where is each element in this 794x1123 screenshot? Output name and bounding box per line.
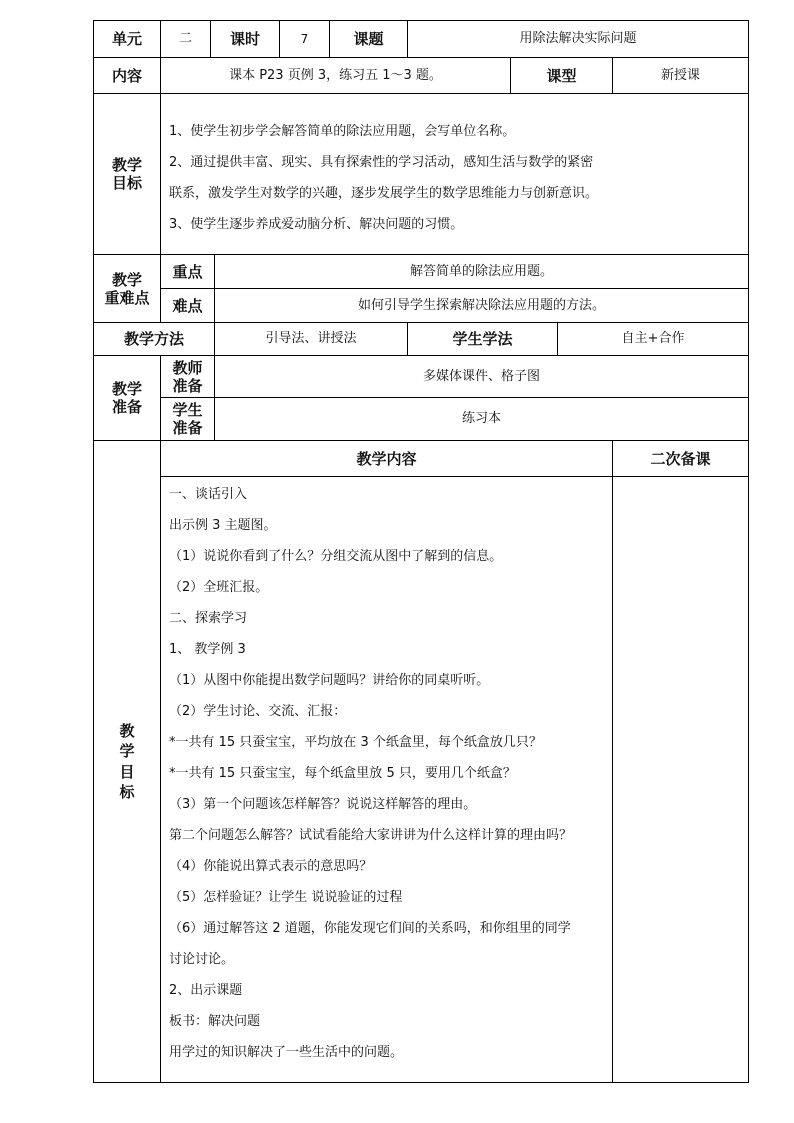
content-line: （5）怎样验证？让学生 说说验证的过程 — [169, 890, 403, 905]
goal-line: 1、使学生初步学会解答简单的除法应用题，会写单位名称。 — [169, 124, 516, 139]
topic-label: 课题 — [330, 20, 408, 58]
secondary-prep-header: 二次备课 — [613, 441, 749, 477]
content-line: *一共有 15 只蚕宝宝，每个纸盒里放 5 只，要用几个纸盒？ — [169, 766, 516, 781]
prep-label-line1: 教学 — [111, 380, 142, 398]
key-point-value: 解答简单的除法应用题。 — [215, 255, 749, 289]
process-side-char: 标 — [119, 782, 135, 801]
keypoints-label — [93, 255, 161, 323]
process-side-char: 教 — [119, 722, 135, 740]
goals-label-line1: 教学 — [111, 156, 142, 174]
teaching-content-header: 教学内容 — [161, 441, 613, 477]
teaching-method-value: 引导法、讲授法 — [215, 323, 408, 356]
keypoints-label-line2: 重难点 — [104, 288, 150, 307]
unit-label: 单元 — [93, 20, 161, 58]
content-line: *一共有 15 只蚕宝宝，平均放在 3 个纸盒里，每个纸盒放几只？ — [169, 735, 542, 750]
content-value: 课本 P23 页例 3，练习五 1～3 题。 — [161, 58, 511, 94]
content-line: （2）全班汇报。 — [169, 580, 269, 595]
topic-value: 用除法解决实际问题 — [408, 20, 749, 58]
process-side-label — [93, 441, 161, 1083]
goals-content — [161, 94, 749, 255]
goal-line: 3、使学生逐步养成爱动脑分析、解决问题的习惯。 — [169, 217, 464, 232]
content-line: 出示例 3 主题图。 — [169, 518, 277, 533]
content-line: 板书：解决问题 — [169, 1014, 261, 1029]
secondary-prep-notes[interactable] — [613, 477, 749, 1083]
content-line: （1）说说你看到了什么？分组交流从图中了解到的信息。 — [169, 549, 503, 564]
content-line: 讨论讨论。 — [169, 952, 235, 967]
student-prep-label-line2: 准备 — [172, 419, 203, 437]
period-value: 7 — [280, 20, 330, 58]
goal-line: 2、通过提供丰富、现实、具有探索性的学习活动，感知生活与数学的紧密 — [169, 155, 594, 170]
content-line: （2）学生讨论、交流、汇报： — [169, 704, 347, 719]
content-label: 内容 — [93, 58, 161, 94]
content-line: 用学过的知识解决了一些生活中的问题。 — [169, 1045, 404, 1060]
student-prep-label-line1: 学生 — [172, 401, 203, 419]
difficult-point-label: 难点 — [161, 289, 215, 323]
process-side-char: 学 — [119, 742, 135, 761]
teacher-prep-label — [161, 356, 215, 398]
teacher-prep-label-line1: 教师 — [172, 358, 203, 377]
learning-method-value: 自主+合作 — [558, 323, 749, 356]
prep-label-line2: 准备 — [111, 398, 142, 416]
goals-label-line2: 目标 — [111, 174, 142, 192]
content-line: （4）你能说出算式表示的意思吗？ — [169, 859, 373, 874]
teacher-prep-value: 多媒体课件、格子图 — [215, 356, 749, 398]
student-prep-value: 练习本 — [215, 398, 749, 441]
teaching-method-label: 教学方法 — [93, 323, 215, 356]
difficult-point-value: 如何引导学生探索解决除法应用题的方法。 — [215, 289, 749, 323]
keypoints-label-line1: 教学 — [111, 270, 142, 289]
teacher-prep-label-line2: 准备 — [172, 376, 203, 395]
content-line: （1）从图中你能提出数学问题吗？讲给你的同桌听听。 — [169, 673, 490, 688]
goals-label — [93, 94, 161, 255]
lesson-type-value: 新授课 — [613, 58, 749, 94]
content-line: 2、出示课题 — [169, 983, 243, 998]
content-line: （3）第一个问题该怎样解答？说说这样解答的理由。 — [169, 797, 477, 812]
learning-method-label: 学生学法 — [408, 323, 558, 356]
student-prep-label — [161, 398, 215, 441]
content-line: 1、 教学例 3 — [169, 642, 246, 657]
prep-label — [93, 356, 161, 441]
lesson-plan-table — [93, 20, 749, 1083]
content-line: 一、谈话引入 — [169, 487, 248, 502]
key-point-label: 重点 — [161, 255, 215, 289]
unit-value: 二 — [161, 20, 211, 58]
teaching-content-body — [161, 477, 613, 1083]
process-side-char: 目 — [119, 762, 135, 781]
goal-line: 联系，激发学生对数学的兴趣，逐步发展学生的数学思维能力与创新意识。 — [169, 186, 599, 201]
content-line: 第二个问题怎么解答？试试看能给大家讲讲为什么这样计算的理由吗？ — [169, 828, 573, 843]
lesson-type-label: 课型 — [511, 58, 613, 94]
content-line: 二、探索学习 — [169, 611, 248, 626]
content-line: （6）通过解答这 2 道题，你能发现它们间的关系吗，和你组里的同学 — [169, 921, 571, 936]
period-label: 课时 — [211, 20, 280, 58]
